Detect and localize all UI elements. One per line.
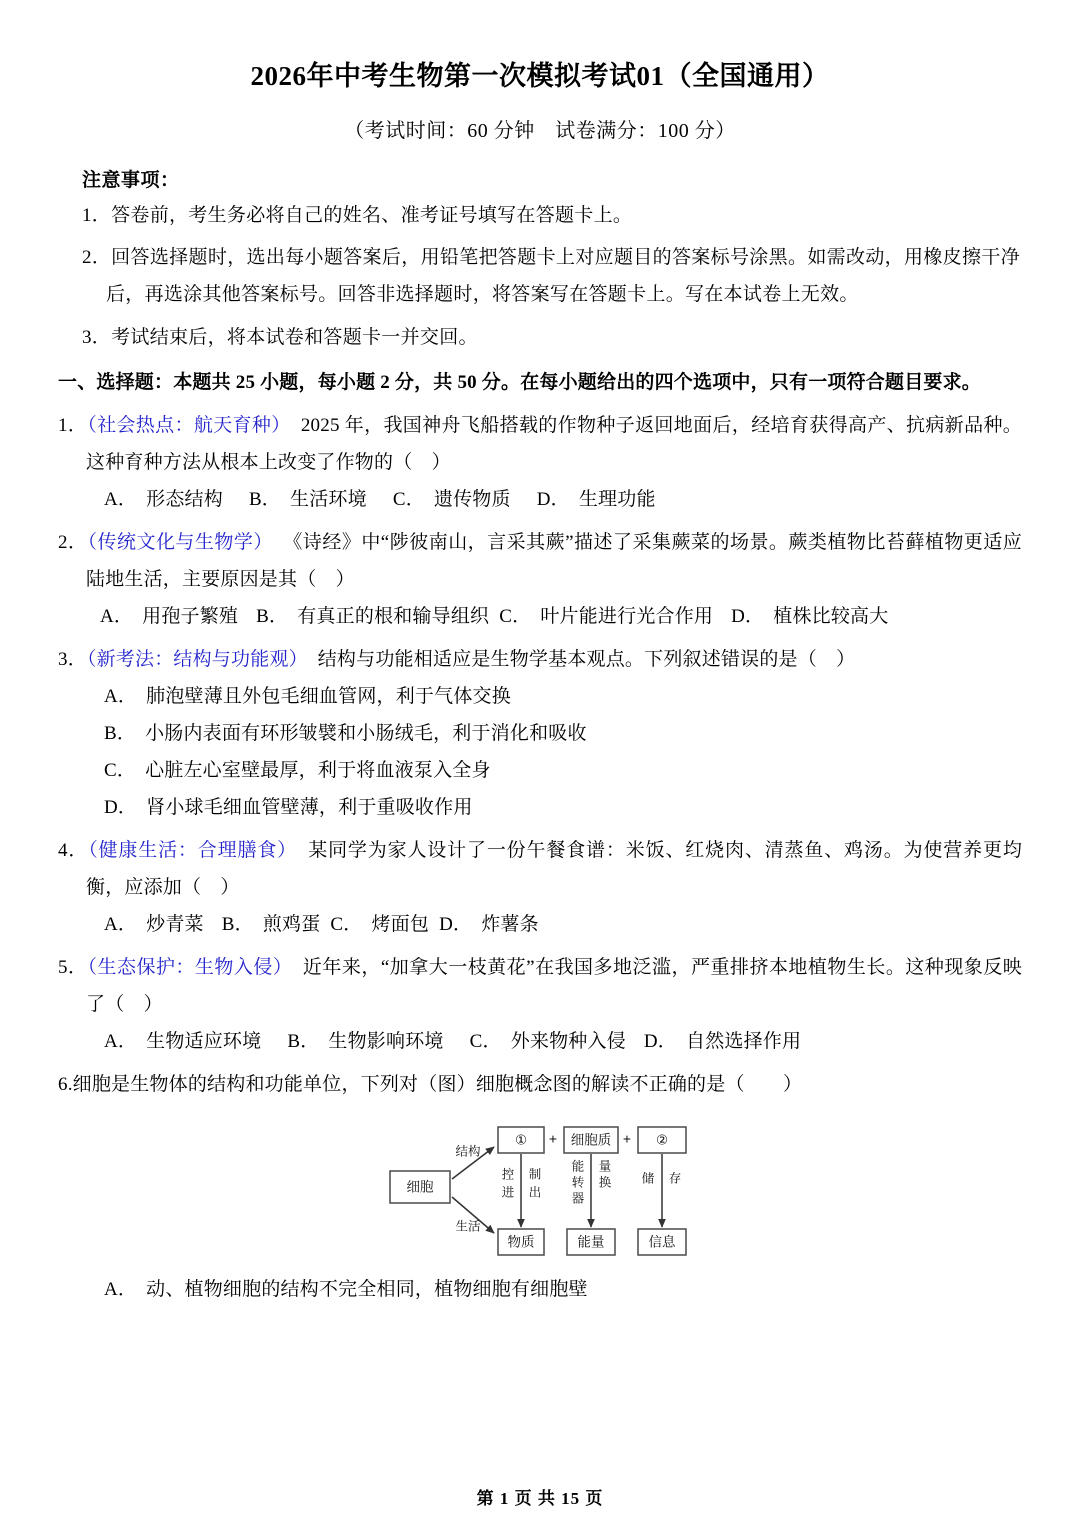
diagram-edge-label-store-right: 存 — [668, 1171, 682, 1186]
question-4-options — [58, 906, 1022, 943]
option-b[interactable]: B． 煎鸡蛋 — [221, 914, 321, 936]
question-6 — [58, 1060, 1022, 1308]
question-3-tag: （新考法：结构与功能观） — [86, 648, 308, 670]
notice-item: 3．考试结束后，将本试卷和答题卡一并交回。 — [82, 326, 478, 348]
diagram-node-2-label: ② — [655, 1133, 669, 1149]
diagram-edge-label-converter-4: 量 — [598, 1159, 612, 1174]
diagram-edge-label-store-left: 储 — [641, 1171, 655, 1186]
notice-section — [58, 143, 1022, 355]
question-1-text: 2025 年，我国神舟飞船搭载的作物种子返回地面后，经培育获得高产、抗病新品种。这种育种方法从根本上改变了作物的（ ） — [86, 414, 1022, 473]
option-d[interactable]: D． 炸薯条 — [439, 914, 539, 936]
question-5-tag: （生态保护：生物入侵） — [87, 957, 293, 979]
question-2-number: 2． — [58, 531, 88, 553]
question-4-tag: （健康生活：合理膳食） — [88, 840, 298, 862]
diagram-node-1-label: ① — [514, 1133, 528, 1149]
question-4-number: 4． — [58, 840, 89, 862]
option-d[interactable]: D． 自然选择作用 — [643, 1031, 802, 1053]
diagram-edge-label-converter-5: 换 — [598, 1175, 612, 1190]
option-b[interactable]: B． 有真正的根和输导组织 — [256, 605, 490, 627]
option-a[interactable]: A． 生物适应环境 — [104, 1031, 262, 1053]
question-1 — [58, 401, 1022, 518]
question-2 — [58, 518, 1022, 635]
option-b[interactable]: B． 生物影响环境 — [287, 1031, 444, 1053]
diagram-edge-label-converter-3: 器 — [571, 1191, 585, 1206]
question-5-stem — [58, 949, 1022, 1023]
option-a[interactable]: A． 形态结构 — [104, 488, 223, 510]
diagram-edge-label-control-left: 控 — [501, 1167, 515, 1182]
option-b[interactable]: B． 生活环境 — [248, 488, 367, 510]
cell-concept-diagram-svg — [370, 1117, 710, 1259]
option-a[interactable]: A． 动、植物细胞的结构不完全相同，植物细胞有细胞壁 — [104, 1279, 588, 1301]
diagram-edge-label-converter-1: 能 — [571, 1159, 585, 1174]
question-3-text: 结构与功能相适应是生物学基本观点。下列叙述错误的是（ ） — [317, 648, 856, 670]
question-1-tag: （社会热点：航天育种） — [87, 414, 291, 436]
question-1-options — [58, 481, 1022, 518]
question-5 — [58, 943, 1022, 1060]
question-6-stem — [58, 1066, 1022, 1103]
diagram-node-info-label: 信息 — [648, 1235, 676, 1251]
option-c[interactable]: C． 心脏左心室壁最厚，利于将血液泵入全身 — [104, 760, 491, 782]
question-3-options — [58, 678, 1022, 826]
notice-item: 1．答卷前，考生务必将自己的姓名、准考证号填写在答题卡上。 — [82, 205, 633, 227]
diagram-edge-label-converter-2: 转 — [571, 1175, 585, 1190]
option-c[interactable]: C． 烤面包 — [330, 914, 430, 936]
question-6-number: 6. — [58, 1074, 73, 1096]
option-d[interactable]: D． 植株比较高大 — [731, 605, 889, 627]
question-2-text: 《诗经》中“陟彼南山，言采其蕨”描述了采集蕨菜的场景。蕨类植物比苔藓植物更适应陆地生活，主要原因是其（ ） — [86, 531, 1022, 590]
page-footer: 第 1 页 共 15 页 — [476, 1489, 604, 1508]
question-5-number: 5． — [58, 957, 88, 979]
diagram-plus-1: + — [548, 1131, 558, 1148]
question-1-number: 1． — [58, 414, 88, 436]
page-title: 2026年中考生物第一次模拟考试01（全国通用） — [250, 61, 830, 91]
question-5-options — [58, 1023, 1022, 1060]
section-heading-choice: 一、选择题：本题共 25 小题，每小题 2 分，共 50 分。在每小题给出的四个选项中，只有一项符合题目要求。 — [58, 371, 982, 393]
option-a[interactable]: A． 用孢子繁殖 — [100, 605, 239, 627]
notice-heading: 注意事项： — [82, 170, 180, 192]
question-3-number: 3． — [58, 648, 87, 670]
option-d[interactable]: D． 肾小球毛细血管壁薄，利于重吸收作用 — [104, 797, 473, 819]
question-3-stem — [58, 641, 1022, 678]
option-b[interactable]: B． 小肠内表面有环形皱襞和小肠绒毛，利于消化和吸收 — [104, 723, 587, 744]
question-3 — [58, 635, 1022, 826]
diagram-node-cytoplasm-label: 细胞质 — [570, 1133, 612, 1149]
exam-subtitle: （考试时间：60 分钟 试卷满分：100 分） — [344, 120, 736, 143]
diagram-node-energy-label: 能量 — [577, 1235, 605, 1251]
option-c[interactable]: C． 外来物种入侵 — [469, 1031, 626, 1053]
diagram-edge-label-inout-left: 进 — [501, 1185, 515, 1200]
diagram-edge-label-structure: 结构 — [455, 1144, 481, 1159]
question-4 — [58, 826, 1022, 943]
question-4-stem — [58, 832, 1022, 906]
diagram-edge-label-control-right: 制 — [528, 1167, 542, 1182]
question-5-text: 近年来，“加拿大一枝黄花”在我国多地泛滥，严重排挤本地植物生长。这种现象反映了（ ） — [86, 957, 1023, 1016]
question-2-options — [58, 598, 1022, 635]
question-2-stem — [58, 524, 1022, 598]
question-1-stem — [58, 407, 1022, 481]
option-a[interactable]: A． 炒青菜 — [104, 914, 204, 936]
diagram-edge-label-inout-right: 出 — [528, 1185, 542, 1200]
diagram-edge-label-life: 生活 — [455, 1219, 481, 1234]
question-2-tag: （传统文化与生物学） — [87, 531, 273, 553]
diagram-plus-2: + — [622, 1131, 632, 1148]
question-6-text: 细胞是生物体的结构和功能单位，下列对（图）细胞概念图的解读不正确的是（ ） — [72, 1074, 803, 1096]
option-d[interactable]: D． 生理功能 — [536, 488, 656, 510]
question-4-text: 某同学为家人设计了一份午餐食谱：米饭、红烧肉、清蒸鱼、鸡汤。为使营养更均衡，应添加（ ） — [86, 840, 1023, 899]
option-a[interactable]: A． 肺泡壁薄且外包毛细血管网，利于气体交换 — [104, 685, 511, 707]
diagram-node-cell-label: 细胞 — [406, 1180, 434, 1196]
notice-item: 2．回答选择题时，选出每小题答案后，用铅笔把答题卡上对应题目的答案标号涂黑。如需改动，用橡皮擦干净后，再选涂其他答案标号。回答非选择题时，将答案写在答题卡上。写在本试卷上无效。 — [82, 247, 1020, 306]
option-c[interactable]: C． 遗传物质 — [392, 488, 511, 510]
diagram-node-matter-label: 物质 — [507, 1235, 535, 1251]
option-c[interactable]: C． 叶片能进行光合作用 — [499, 605, 714, 627]
cell-concept-diagram — [58, 1103, 1022, 1259]
